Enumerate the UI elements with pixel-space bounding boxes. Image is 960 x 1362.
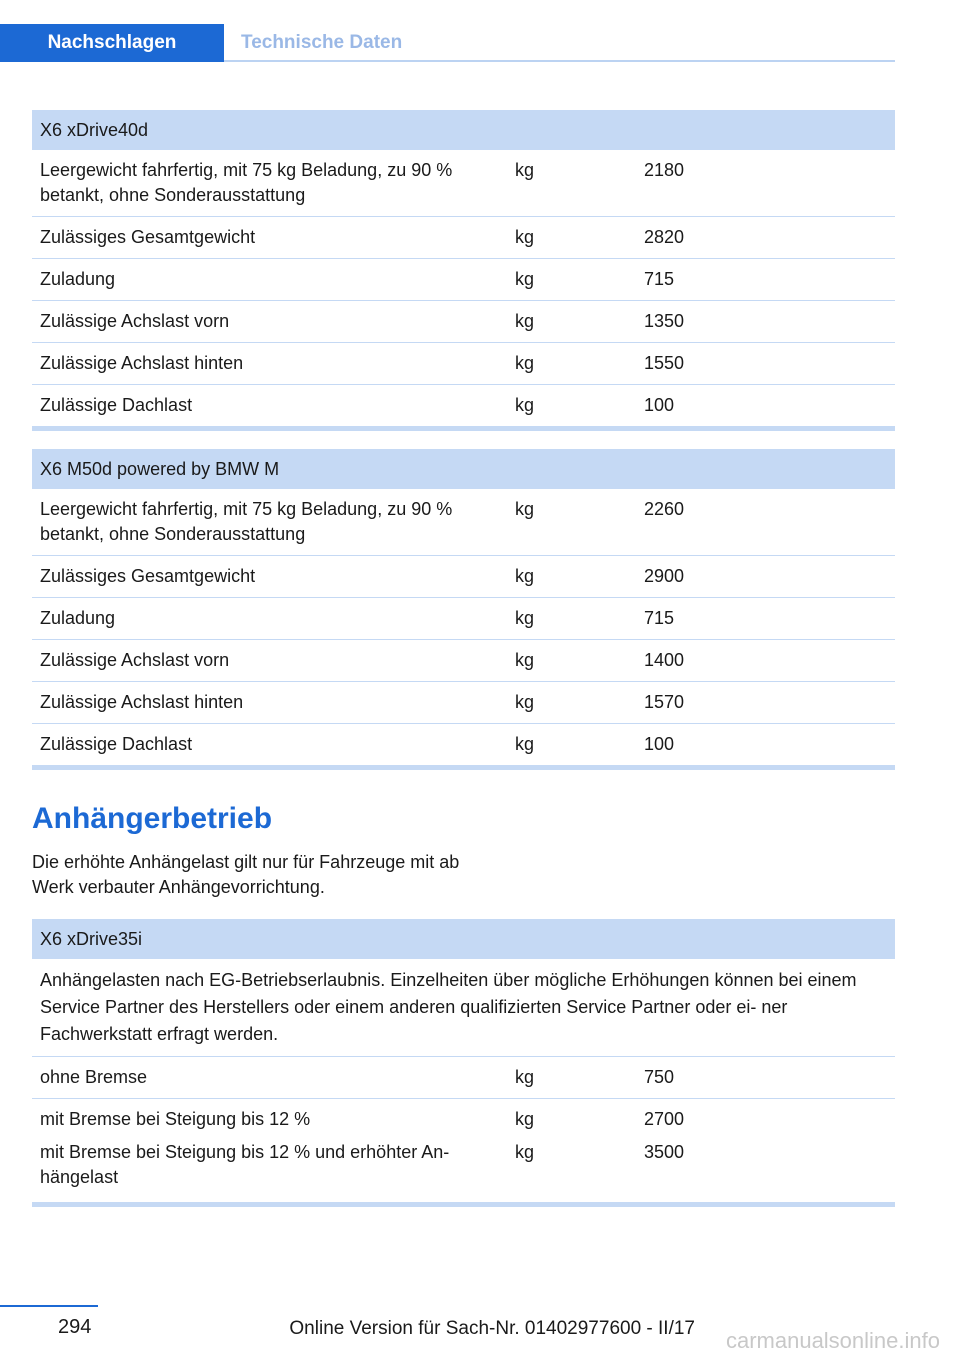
row-value: 715	[644, 269, 675, 289]
row-value: 1570	[644, 692, 685, 712]
row-unit: kg	[515, 1109, 535, 1129]
row-unit: kg	[515, 499, 535, 519]
row-label: mit Bremse bei Steigung bis 12 %	[40, 1109, 311, 1129]
page-number: 294	[58, 1316, 92, 1338]
row-value: 2900	[644, 566, 685, 586]
row-label: Zulässige Dachlast	[40, 395, 193, 415]
tab-technische-daten[interactable]: Technische Daten	[241, 32, 403, 53]
row-value: 750	[644, 1067, 675, 1087]
online-version-note: Online Version für Sach-Nr. 01402977600 - II/17	[289, 1318, 695, 1339]
table-end-bar	[32, 765, 895, 770]
row-unit: kg	[515, 1142, 535, 1162]
table-title: X6 xDrive40d	[32, 110, 895, 150]
table-row	[32, 598, 895, 640]
table-row	[32, 150, 895, 217]
row-label: Zulässige Achslast hinten	[40, 692, 244, 712]
table-row	[32, 489, 895, 556]
row-value: 1400	[644, 650, 685, 670]
footer-divider	[0, 1305, 98, 1307]
row-unit: kg	[515, 269, 535, 289]
table-row	[32, 724, 895, 765]
table-row	[32, 217, 895, 259]
table-row	[32, 1136, 895, 1202]
row-value: 715	[644, 608, 675, 628]
row-label: Zulässige Dachlast	[40, 734, 193, 754]
header-divider	[224, 60, 895, 62]
table-end-bar	[32, 426, 895, 431]
row-value: 100	[644, 734, 675, 754]
row-value: 2260	[644, 499, 685, 519]
row-label: Leergewicht fahrfertig, mit 75 kg Beladung, zu 90 % betankt, ohne Sonderausstattung	[40, 160, 453, 205]
row-label: ohne Bremse	[40, 1067, 148, 1087]
row-label: Zulässige Achslast hinten	[40, 353, 244, 373]
row-label: Zulässiges Gesamtgewicht	[40, 227, 256, 247]
row-value: 1550	[644, 353, 685, 373]
row-value: 2700	[644, 1109, 685, 1129]
table-row	[32, 1057, 895, 1099]
row-value: 1350	[644, 311, 685, 331]
section-text: Die erhöhte Anhängelast gilt nur für Fahrzeuge mit ab Werk verbauter Anhängevorrichtung.	[32, 852, 460, 897]
table-end-bar	[32, 1202, 895, 1207]
table-row	[32, 556, 895, 598]
table-row	[32, 301, 895, 343]
row-unit: kg	[515, 353, 535, 373]
table-row	[32, 682, 895, 724]
spec-table-m50d	[32, 449, 895, 770]
row-label: Zuladung	[40, 269, 116, 289]
row-value: 3500	[644, 1142, 685, 1162]
row-unit: kg	[515, 650, 535, 670]
row-unit: kg	[515, 395, 535, 415]
row-unit: kg	[515, 311, 535, 331]
row-unit: kg	[515, 227, 535, 247]
watermark: carmanualsonline.info	[725, 1328, 940, 1353]
row-label: Zuladung	[40, 608, 116, 628]
table-title: X6 M50d powered by BMW M	[32, 449, 895, 489]
row-unit: kg	[515, 608, 535, 628]
section-title: Anhängerbetrieb	[32, 802, 273, 835]
table-row	[32, 1099, 895, 1136]
row-unit: kg	[515, 1067, 535, 1087]
row-label: Zulässige Achslast vorn	[40, 311, 230, 331]
spec-table-xdrive40d	[32, 110, 895, 431]
page-header	[0, 24, 895, 62]
row-unit: kg	[515, 160, 535, 180]
table-title: X6 xDrive35i	[32, 919, 895, 959]
table-row	[32, 640, 895, 682]
table-row	[32, 343, 895, 385]
spec-table-xdrive35i	[32, 919, 895, 1207]
row-value: 2820	[644, 227, 685, 247]
row-unit: kg	[515, 566, 535, 586]
row-label: mit Bremse bei Steigung bis 12 % und erhöhter An- hängelast	[40, 1142, 450, 1187]
row-unit: kg	[515, 692, 535, 712]
row-value: 100	[644, 395, 675, 415]
row-value: 2180	[644, 160, 685, 180]
table-row	[32, 385, 895, 426]
row-label: Zulässiges Gesamtgewicht	[40, 566, 256, 586]
table-note: Anhängelasten nach EG-Betriebserlaubnis. Einzelheiten über mögliche Erhöhungen können bei einem Service Partner des Herstellers oder einem anderen qualifizierten Service Partner oder ei- ner Fachwerkstatt erfragt werden.	[32, 959, 895, 1057]
tab-nachschlagen[interactable]: Nachschlagen	[0, 24, 224, 62]
row-unit: kg	[515, 734, 535, 754]
row-label: Leergewicht fahrfertig, mit 75 kg Beladung, zu 90 % betankt, ohne Sonderausstattung	[40, 499, 453, 544]
table-row	[32, 259, 895, 301]
row-label: Zulässige Achslast vorn	[40, 650, 230, 670]
